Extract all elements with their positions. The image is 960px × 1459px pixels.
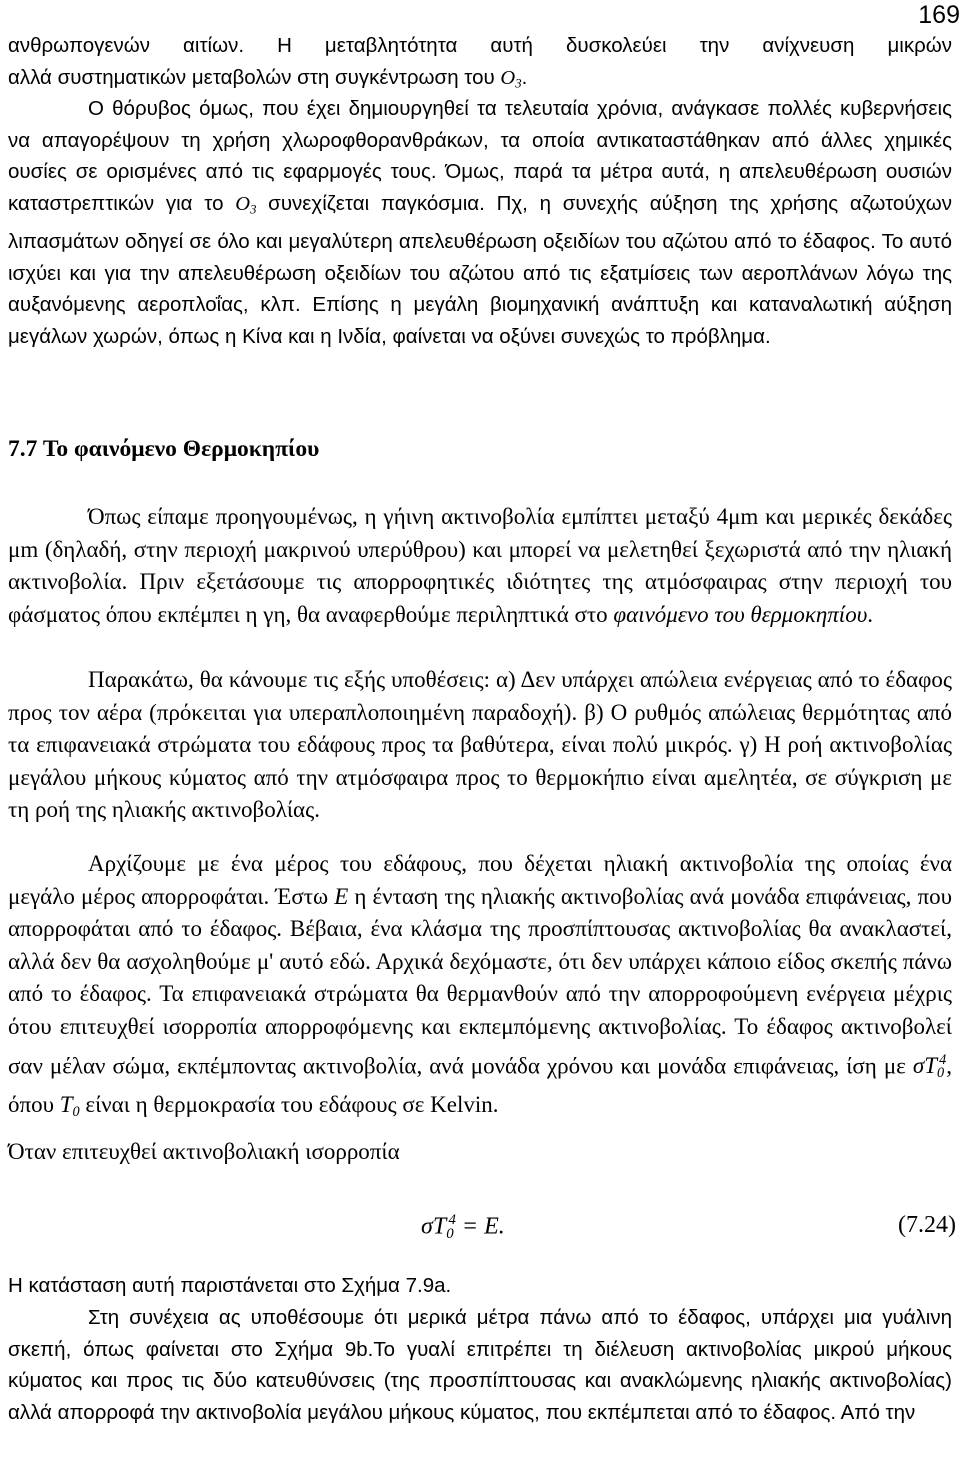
paragraph-cfc [8, 93, 952, 352]
paragraph-figure-ref: Η κατάσταση αυτή παριστάνεται στο Σχήμα 7.9a. [8, 1274, 452, 1297]
paragraph-equilibrium: Όταν επιτευχθεί ακτινοβολιακή ισορροπία [8, 1139, 400, 1164]
greenhouse-term: φαινόμενο του θερμοκηπίου [613, 601, 868, 627]
text-span: Ο θόρυβος όμως, που έχει δημιουργηθεί τα τελευταία χρόνια, ανάγκασε πολλές κυβερνήσεις να απαγορέψουν τη χρήση χλωροφθορανθράκων, τα οποία αντικαταστάθηκαν από άλλες χημικές ουσίες σε ορισμένες από τις εφαρμογές τους. Όμως, παρά τα μέτρα αυτά, η απελευθέρωση ουσιών καταστρεπτικών για το [8, 97, 952, 215]
text-line: αλλά συστηματικών μεταβολών στη συγκέντρωση του $O_3$. [8, 65, 528, 91]
equation-7-24 [8, 1212, 960, 1248]
math-sigma-T0-4: $\sigma T_0^4$ [912, 1051, 947, 1081]
equation-number: (7.24) [898, 1212, 956, 1238]
paragraph-assumptions: Παρακάτω, θα κάνουμε τις εξής υποθέσεις: α) Δεν υπάρχει απώλεια ενέργειας από το έδαφος προς τον αέρα (πρόκειται για υπεραπλοποιημένη παραδοχή). β) Ο ρυθμός απώλειας θερμότητας από τα επιφανειακά στρώματα του εδάφους προς τα βαθύτερα, είναι πολύ μικρός. γ) Η ροή ακτινοβολίας μεγάλου μήκους κύματος από την ατμόσφαιρα προς το θερμοκήπιο είναι αμελητέα, σε σύγκριση με τη ροή της ηλιακής ακτινοβολίας. [8, 667, 952, 823]
text-span: αλλά συστηματικών μεταβολών στη συγκέντρωση του [8, 65, 501, 89]
section-heading: 7.7 Το φαινόμενο Θερμοκηπίου [8, 436, 320, 462]
text-line: ανθρωπογενών αιτίων. Η μεταβλητότητα αυτή δυσκολεύει την ανίχνευση μικρών [8, 34, 952, 57]
paragraph-radiation: Αρχίζουμε με ένα μέρος του εδάφους, που δέχεται ηλιακή ακτινοβολία της οποίας ένα μεγάλο μέρος απορροφάται. Έστω E η ένταση της ηλιακής ακτινοβολίας ανά μονάδα επιφάνειας, που απορροφάται από το έδαφος. Βέβαια, ένα κλάσμα της προσπίπτουσας ακτινοβολίας θα ανακλαστεί, αλλά δεν θα ασχοληθούμε μ' αυτό εδώ. Αρχικά δεχόμαστε, ότι δεν υπάρχει κάποιο είδος σκεπής πάνω από το έδαφος. Τα επιφανειακά στρώματα θα θερμανθούν από την απορροφούμενη ενέργεια μέχρις ότου επιτευχθεί ισορροπία απορροφόμενης και εκπεμπόμενης ακτινοβολίας. Το έδαφος ακτινοβολεί σαν μέλαν σώμα, εκπέμποντας ακτινοβολία, ανά μονάδα χρόνου και μονάδα επιφάνειας, ίση με $\sigma T_0^4$, όπου $T_0$ είναι η θερμοκρασία του εδάφους σε Kelvin. [8, 851, 952, 1121]
ozone-symbol: $O_3$ [500, 66, 522, 91]
paragraph-glass-roof: Στη συνέχεια ας υποθέσουμε ότι μερικά μέτρα πάνω από το έδαφος, υπάρχει μια γυάλινη σκεπή, όπως φαίνεται στο Σχήμα 9b.Το γυαλί επιτρέπει τη διέλευση ακτινοβολίας μικρού μήκους κύματος και προς τις δύο κατευθύνσεις (της προσπίπτουσας και ανακλώμενης ηλιακής ακτινοβολίας) αλλά απορροφά την ακτινοβολία μεγάλου μήκους κύματος, που εκπέμπεται από το έδαφος. Από την [8, 1306, 952, 1424]
paragraph-continuation [8, 30, 952, 100]
ozone-symbol: $O_3$ [235, 192, 257, 217]
text-span: συνεχίζεται παγκόσμια. Πχ, η συνεχής αύξηση της χρήσης αζωτούχων λιπασμάτων οδηγεί σε όλο και μεγαλύτερη απελευθέρωση οξειδίων του αζώτου από το έδαφος. Το αυτό ισχύει και για την απελευθέρωση οξειδίων του αζώτου από τις εξατμίσεις των αεροπλάνων λόγω της αυξανόμενης αεροπλοΐας, κλπ. Επίσης η μεγάλη βιομηχανική ανάπτυξη και καταναλωτική αύξηση μεγάλων χωρών, όπως η Κίνα και η Ινδία, φαίνεται να οξύνει συνεχώς το πρόβλημα. [8, 191, 952, 348]
math-E: E [334, 883, 349, 909]
equation-formula: $\sigma T_0^4 = E$. [421, 1212, 505, 1242]
math-T0: $T_0$ [59, 1092, 80, 1121]
page-number: 169 [918, 1, 960, 29]
paragraph-greenhouse-intro: Όπως είπαμε προηγουμένως, η γήινη ακτινοβολία εμπίπτει μεταξύ 4μm και μερικές δεκάδες μm (δηλαδή, στην περιοχή μακρινού υπερύθρου) και μπορεί να μελετηθεί ξεχωριστά από την ηλιακή ακτινοβολία. Πριν εξετάσουμε τις απορροφητικές ιδιότητες της ατμόσφαιρας στην περιοχή του φάσματος όπου εκπέμπει η γη, θα αναφερθούμε περιληπτικά στο φαινόμενο του θερμοκηπίου. [8, 504, 952, 627]
